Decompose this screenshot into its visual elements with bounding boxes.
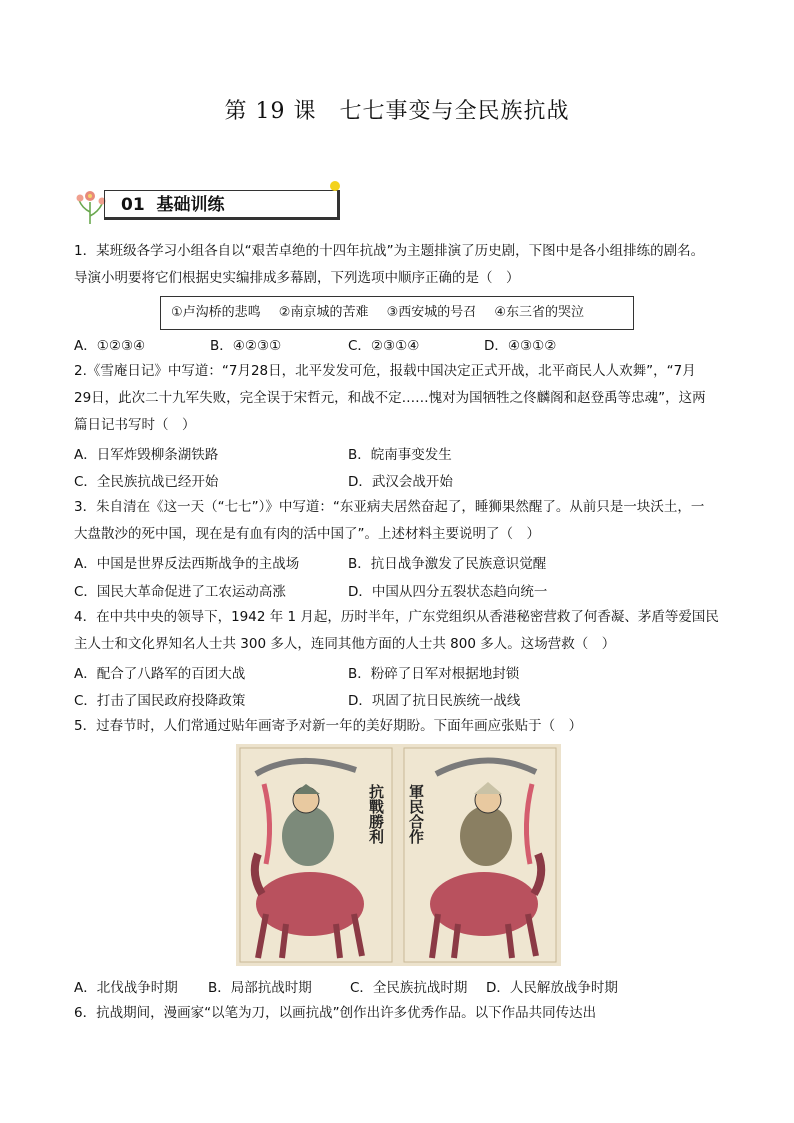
- q3-option-d[interactable]: D．中国从四分五裂状态趋向统一: [348, 584, 548, 600]
- q1-option-d[interactable]: D．④③①②: [484, 338, 557, 354]
- question-3-line-1: 3．朱自清在《这一天（“七七”）》中写道：“东亚病夫居然奋起了，睡狮果然醒了。从前只是一块沃土，一: [74, 499, 705, 515]
- question-2-line-1: 2.《雪庵日记》中写道：“7月28日，北平发发可危，报载中国决定正式开战，北平商民人人欢舞”，“7月: [74, 363, 696, 379]
- left-panel-caption: 抗戰勝利: [367, 784, 385, 844]
- q4-option-b[interactable]: B．粉碎了日军对根据地封锁: [348, 666, 520, 682]
- question-6-line-1: 6．抗战期间，漫画家“以笔为刀，以画抗战”创作出许多优秀作品。以下作品共同传达出: [74, 1005, 597, 1021]
- page-title: 第 19 课 七七事变与全民族抗战: [224, 99, 570, 124]
- q3-option-b[interactable]: B．抗日战争激发了民族意识觉醒: [348, 556, 547, 572]
- question-1-line-1: 1．某班级各学习小组各自以“艰苦卓绝的十四年抗战”为主题排演了历史剧，下图中是各小组排练的剧名。: [74, 243, 705, 259]
- q5-option-c[interactable]: C．全民族抗战时期: [350, 980, 468, 996]
- question-4-line-1: 4．在中共中央的领导下，1942 年 1 月起，历时半年，广东党组织从香港秘密营救了何香凝、茅盾等爱国民: [74, 609, 719, 625]
- question-4-line-2: 主人士和文化界知名人士共 300 多人，连同其他方面的人士共 800 多人。这场营救（ ）: [74, 636, 616, 652]
- question-6: [74, 1000, 724, 1027]
- question-5: [74, 713, 724, 740]
- play-title: ③西安城的号召: [386, 305, 477, 320]
- q4-option-c[interactable]: C．打击了国民政府投降政策: [74, 693, 246, 709]
- q5-option-b[interactable]: B．局部抗战时期: [208, 980, 312, 996]
- flower-icon: [74, 182, 108, 226]
- question-3: [74, 494, 724, 548]
- question-4: [74, 604, 724, 658]
- q2-option-d[interactable]: D．武汉会战开始: [348, 474, 453, 490]
- question-2-line-3: 篇日记书写时（ ）: [74, 417, 196, 433]
- q1-option-a[interactable]: A．①②③④: [74, 338, 146, 354]
- section-number: 01: [121, 195, 145, 215]
- question-2: [74, 358, 724, 439]
- question-3-line-2: 大盘散沙的死中国，现在是有血有肉的活中国了”。上述材料主要说明了（ ）: [74, 526, 540, 542]
- q4-option-d[interactable]: D．巩固了抗日民族统一战线: [348, 693, 521, 709]
- yellow-dot-icon: [330, 181, 340, 191]
- play-title: ④东三省的哭泣: [494, 305, 585, 320]
- q1-option-b[interactable]: B．④②③①: [210, 338, 282, 354]
- q1-option-c[interactable]: C．②③①④: [348, 338, 420, 354]
- play-title: ②南京城的苦难: [278, 305, 369, 320]
- q5-option-a[interactable]: A．北伐战争时期: [74, 980, 178, 996]
- q2-option-a[interactable]: A．日军炸毁柳条湖铁路: [74, 447, 219, 463]
- right-panel-caption: 軍民合作: [407, 784, 425, 844]
- q2-option-c[interactable]: C．全民族抗战已经开始: [74, 474, 219, 490]
- section-title-box: [104, 190, 340, 220]
- play-titles-box: [160, 296, 634, 330]
- section-label: 基础训练: [156, 195, 225, 215]
- q3-option-a[interactable]: A．中国是世界反法西斯战争的主战场: [74, 556, 300, 572]
- question-2-line-2: 29日，此次二十九军失败，完全误于宋哲元，和战不定……愧对为国牺牲之佟麟阁和赵登禹等忠魂”，这两: [74, 390, 706, 406]
- section-header: [74, 182, 274, 226]
- question-1: [74, 238, 724, 292]
- play-title: ①卢沟桥的悲鸣: [171, 305, 261, 320]
- question-1-line-2: 导演小明要将它们根据史实编排成多幕剧，下列选项中顺序正确的是（ ）: [74, 270, 520, 286]
- question-5-line-1: 5．过春节时，人们常通过贴年画寄予对新一年的美好期盼。下面年画应张贴于（ ）: [74, 718, 583, 734]
- q2-option-b[interactable]: B．皖南事变发生: [348, 447, 452, 463]
- q3-option-c[interactable]: C．国民大革命促进了工农运动高涨: [74, 584, 286, 600]
- new-year-picture: [236, 744, 561, 966]
- q5-option-d[interactable]: D．人民解放战争时期: [486, 980, 618, 996]
- q4-option-a[interactable]: A．配合了八路军的百团大战: [74, 666, 246, 682]
